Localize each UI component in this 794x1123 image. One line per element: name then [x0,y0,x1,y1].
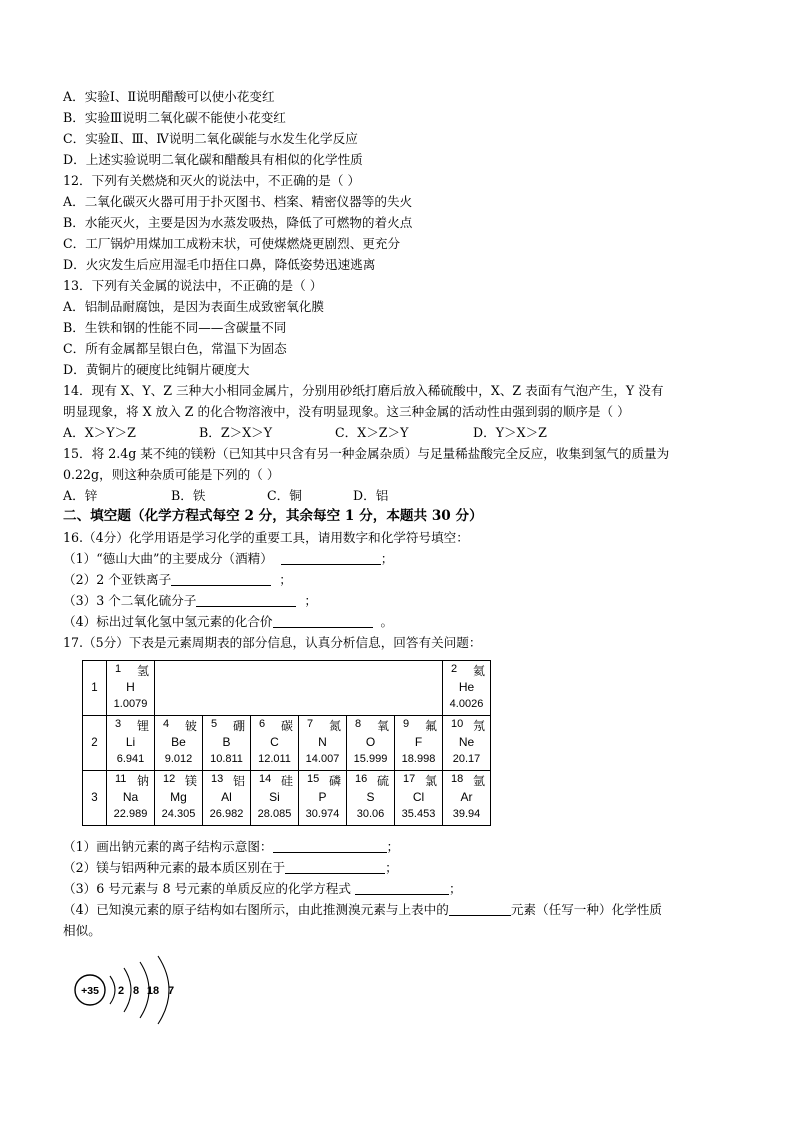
answer-blank[interactable] [171,571,271,586]
item-text: （3）6 号元素与 8 号元素的单质反应的化学方程式 [63,881,355,896]
element-symbol: Mg [170,790,187,804]
element-cn: 氢 [136,664,149,678]
atomic-mass: 28.085 [257,808,292,820]
fill-item [63,899,662,920]
element-cell [203,716,251,771]
atomic-mass: 39.94 [452,808,481,820]
atomic-number: 10 [451,718,464,730]
element-symbol: Ar [460,790,473,804]
element-cell [155,716,203,771]
atomic-number: 1 [115,663,122,675]
atomic-number: 15 [307,773,320,785]
period-row-2 [83,716,491,771]
options-row [63,422,547,443]
atomic-mass: 4.0026 [449,698,484,710]
atomic-number: 7 [307,718,314,730]
element-cn: 氮 [328,719,341,733]
element-cn: 硅 [280,774,293,788]
element-symbol: P [318,790,327,804]
atomic-mass: 35.453 [401,808,436,820]
element-cn: 镁 [184,774,197,788]
atomic-mass: 30.974 [305,808,340,820]
question-stem: 13．下列有关金属的说法中，不正确的是（ ） [63,278,323,293]
item-text: 元素（任写一种）化学性质 [510,902,662,917]
element-cell [107,716,155,771]
bromine-atom-diagram [72,952,182,1032]
element-cell [251,716,299,771]
element-symbol: Na [122,790,139,804]
punct: ； [304,593,317,608]
element-cn: 钠 [136,774,149,788]
element-symbol: Be [171,735,186,749]
option-line: C．所有金属都呈银白色，常温下为固态 [63,341,287,356]
option-line: A．二氧化碳灭火器可用于扑灭图书、档案、精密仪器等的失火 [63,194,413,209]
question-stem: 明显现象，将 X 放入 Z 的化合物溶液中，没有明显现象。这三种金属的活动性由强到弱的顺序是（ ） [63,404,630,419]
atomic-number: 5 [211,718,218,730]
fill-item [63,611,393,632]
period-label: 2 [83,716,107,771]
option-line: B．水能灭火，主要是因为水蒸发吸热，降低了可燃物的着火点 [63,215,413,230]
electron-shell-1 [110,976,115,1004]
question-stem: 14．现有 X、Y、Z 三种大小相同金属片，分别用砂纸打磨后放入稀硫酸中，X、Z 表面有气泡产生，Y 没有 [63,383,664,398]
answer-blank[interactable] [449,901,511,916]
option-b: B．Z＞X＞Y [199,425,273,440]
punct: ； [380,551,394,566]
element-cn: 铍 [184,719,197,733]
element-symbol: Al [221,790,232,804]
element-cell [299,771,347,826]
option-c: C．铜 [267,488,302,503]
element-symbol: Li [125,735,136,749]
element-symbol: C [270,735,279,749]
electron-shell-2 [124,968,131,1012]
atomic-mass: 12.011 [258,753,291,765]
answer-blank[interactable] [273,613,373,628]
option-line: B．实验Ⅲ说明二氧化碳不能使小花变红 [63,110,286,125]
element-symbol: O [365,735,376,749]
item-text: （3）3 个二氧化硫分子 [63,593,197,608]
element-cell [443,716,491,771]
atomic-number: 18 [451,773,464,785]
element-cn: 氩 [472,774,485,788]
element-cn: 氯 [424,774,437,788]
option-d: D．铝 [353,488,389,503]
item-text: （4）已知溴元素的原子结构如右图所示，由此推测溴元素与上表中的 [63,902,449,917]
shell-electrons: 7 [167,985,175,997]
element-symbol: F [414,735,423,749]
atomic-mass: 26.982 [209,808,244,820]
atomic-number: 2 [451,663,458,675]
atomic-mass: 1.0079 [113,698,148,710]
table-gap [155,661,443,716]
item-text: （1）画出钠元素的离子结构示意图： [63,839,273,854]
answer-blank[interactable] [196,592,296,607]
punct: 。 [380,614,394,629]
atomic-number: 9 [403,718,410,730]
atomic-mass: 10.811 [210,753,243,765]
option-line: D．火灾发生后应用湿毛巾捂住口鼻，降低姿势迅速逃离 [63,257,376,272]
atomic-number: 11 [115,773,127,785]
fill-item: （2）镁与铝两种元素的最本质区别在于 ； [63,860,398,875]
fill-item [63,569,292,590]
option-line: A．铝制品耐腐蚀，是因为表面生成致密氧化膜 [63,299,324,314]
element-symbol: H [126,680,135,694]
shell-electrons: 2 [117,985,125,997]
atomic-number: 3 [115,718,122,730]
atomic-number: 6 [259,718,266,730]
fill-item: （1）画出钠元素的离子结构示意图： ； [63,839,400,854]
atomic-number: 12 [163,773,176,785]
option-line: C．工厂锅炉用煤加工成粉末状，可使煤燃烧更剧烈、更充分 [63,236,401,251]
atomic-mass: 24.305 [161,808,196,820]
nucleus-charge: +35 [81,985,99,997]
element-cn: 磷 [328,774,341,788]
atomic-number: 17 [403,773,416,785]
element-cell [443,771,491,826]
option-line: C．实验Ⅱ、Ⅲ、Ⅳ说明二氧化碳能与水发生化学反应 [63,131,358,146]
atomic-number: 16 [355,773,368,785]
element-cell-he [443,661,491,716]
item-text: （2）镁与铝两种元素的最本质区别在于 [63,860,286,875]
period-label: 1 [83,661,107,716]
shell-electrons: 8 [132,985,140,997]
atomic-mass: 14.007 [305,753,340,765]
question-17-stem: 17.（5分）下表是元素周期表的部分信息，认真分析信息，回答有关问题： [63,635,482,650]
option-line: A．实验Ⅰ、Ⅱ说明醋酸可以使小花变红 [63,89,275,104]
option-b: B．铁 [171,488,206,503]
fill-item [63,548,393,569]
period-row-1 [83,661,491,716]
element-cn: 氖 [472,719,485,733]
atomic-mass: 6.941 [116,753,145,765]
element-cell [155,771,203,826]
element-symbol: Ne [458,735,475,749]
atomic-number: 14 [259,773,272,785]
atomic-number: 8 [355,718,362,730]
period-label: 3 [83,771,107,826]
option-line: D．黄铜片的硬度比纯铜片硬度大 [63,362,250,377]
element-cn: 碳 [280,719,293,733]
atomic-number: 4 [163,718,170,730]
element-cell-h [107,661,155,716]
option-line: B．生铁和钢的性能不同——含碳量不同 [63,320,287,335]
answer-blank[interactable] [285,859,385,874]
atomic-mass: 20.17 [452,753,481,765]
item-text: 相似。 [63,923,101,938]
answer-blank[interactable] [273,838,387,853]
answer-blank[interactable] [355,880,449,895]
atomic-mass: 9.012 [164,753,193,765]
element-cn: 氦 [472,664,485,678]
element-symbol: He [458,680,475,694]
element-cell [347,716,395,771]
option-d: D．Y＞X＞Z [473,425,547,440]
question-stem: 0.22g，则这种杂质可能是下列的（ ） [63,467,280,482]
element-symbol: Si [269,790,280,804]
atomic-number: 13 [211,773,224,785]
atomic-mass: 30.06 [356,808,385,820]
answer-blank[interactable] [281,550,381,565]
option-a: A．锌 [63,488,98,503]
item-text: （2）2 个亚铁离子 [63,572,172,587]
period-row-3 [83,771,491,826]
fill-item [63,590,317,611]
element-symbol: N [318,735,327,749]
question-stem: 12．下列有关燃烧和灭火的说法中，不正确的是（ ） [63,173,361,188]
option-a: A．X＞Y＞Z [63,425,136,440]
element-cn: 硫 [376,774,389,788]
element-cell [251,771,299,826]
question-stem: 15．将 2.4g 某不纯的镁粉（已知其中只含有另一种金属杂质）与足量稀盐酸完全反应，收集到氢气的质量为 [63,446,670,461]
question-stem: 16.（4分）化学用语是学习化学的重要工具，请用数字和化学符号填空： [63,530,469,545]
element-cell [347,771,395,826]
element-cn: 硼 [232,719,245,733]
element-cn: 氟 [424,719,437,733]
atomic-mass: 18.998 [401,753,436,765]
element-cn: 铝 [232,774,245,788]
periodic-table [82,660,491,826]
element-symbol: B [222,735,231,749]
element-cell [203,771,251,826]
item-text: （4）标出过氧化氢中氢元素的化合价 [63,614,273,629]
element-symbol: S [366,790,375,804]
element-cn: 氧 [376,719,389,733]
atomic-mass: 15.999 [353,753,388,765]
item-text: （1）“德山大曲”的主要成分（酒精） [63,551,273,566]
element-cell [395,771,443,826]
element-cell [299,716,347,771]
element-cell [395,716,443,771]
option-line: D．上述实验说明二氧化碳和醋酸具有相似的化学性质 [63,152,363,167]
options-row [63,485,388,506]
option-c: C．X＞Z＞Y [335,425,409,440]
atomic-mass: 22.989 [113,808,148,820]
shell-electrons: 18 [146,985,160,997]
element-symbol: Cl [412,790,425,804]
section-title: 二、填空题（化学方程式每空 2 分，其余每空 1 分，本题共 30 分） [63,508,483,524]
element-cell [107,771,155,826]
element-cn: 锂 [136,719,149,733]
fill-item: （3）6 号元素与 8 号元素的单质反应的化学方程式 ； [63,881,462,896]
punct: ； [279,572,292,587]
